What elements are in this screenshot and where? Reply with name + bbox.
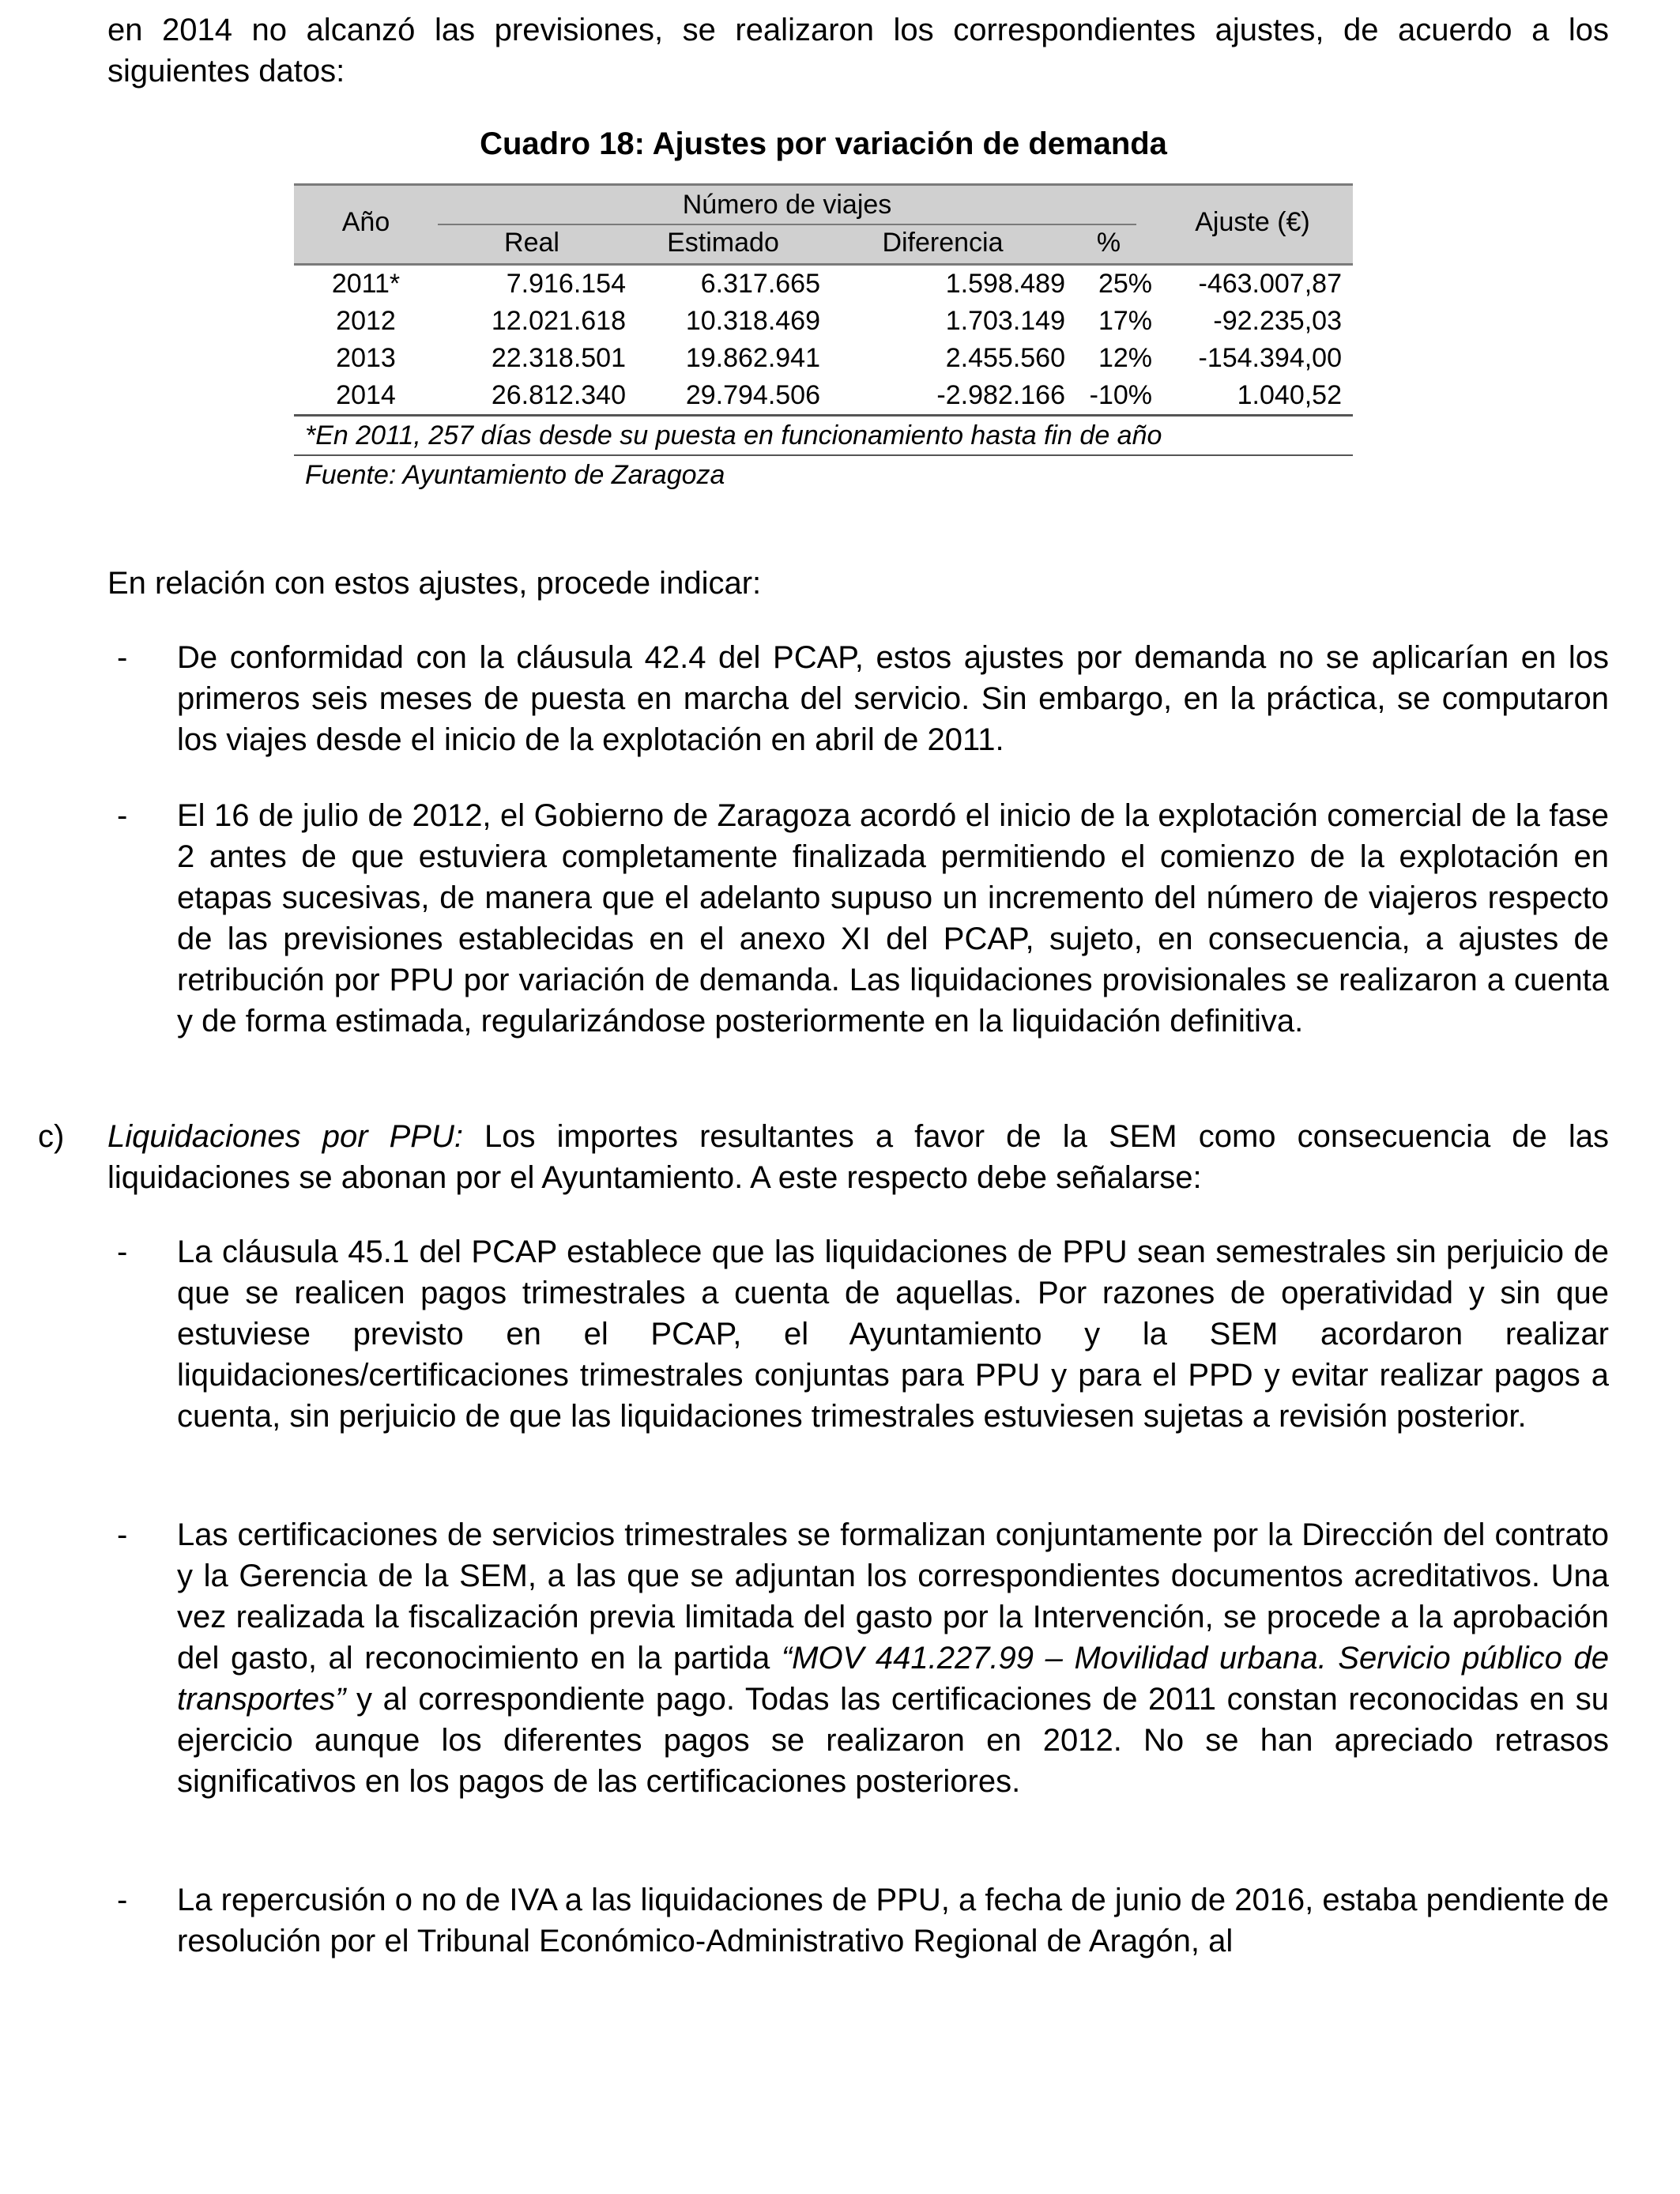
cell-percent: 12% <box>1098 343 1152 373</box>
header-year: Año <box>341 207 390 237</box>
table-source: Fuente: Ayuntamiento de Zaragoza <box>305 460 725 490</box>
header-trips-group: Número de viajes <box>682 190 892 220</box>
table-row <box>294 266 1353 303</box>
dash-bullet: - <box>117 1517 128 1552</box>
table-row <box>294 303 1353 340</box>
header-percent: % <box>1096 228 1121 258</box>
list-item-text: La cláusula 45.1 del PCAP establece que las liquidaciones de PPU sean semestrales sin perjuicio de que se realicen pagos trimestrales a cuenta de aquellas. Por razones de operatividad y sin que estuviese previsto en el PCAP, el Ayuntamiento y la SEM acordaron realizar liquidaciones/certificaciones trimestrales conjuntas para PPU y para el PPD y evitar realizar pagos a cuenta, sin perjuicio de que las liquidaciones trimestrales estuviesen sujetas a revisión posterior. <box>177 1235 1609 1434</box>
dash-bullet: - <box>117 1883 128 1917</box>
cell-difference: 1.703.149 <box>945 306 1065 336</box>
cell-percent: 25% <box>1098 269 1152 299</box>
section-c-title: Liquidaciones por PPU: <box>107 1119 463 1154</box>
cell-real: 26.812.340 <box>491 380 626 410</box>
cell-adjustment: -92.235,03 <box>1213 306 1342 336</box>
cell-year: 2013 <box>336 343 396 373</box>
cell-difference: 1.598.489 <box>945 269 1065 299</box>
budget-line-reference: “MOV 441.227.99 – Movilidad urbana. Servicio público de transportes” <box>177 1641 1610 1717</box>
cell-percent: 17% <box>1098 306 1152 336</box>
cell-real: 22.318.501 <box>491 343 626 373</box>
section-c-text: Los importes resultantes a favor de la SEM como consecuencia de las liquidaciones se abonan por el Ayuntamiento. A este respecto debe señalarse: <box>107 1119 1609 1195</box>
section-c-paragraph <box>107 1116 1609 1198</box>
header-real: Real <box>504 228 559 258</box>
list-item-text: La repercusión o no de IVA a las liquidaciones de PPU, a fecha de junio de 2016, estaba pendiente de resolución por el Tribunal Económico-Administrativo Regional de Aragón, al <box>177 1883 1609 1958</box>
cell-year: 2012 <box>336 306 396 336</box>
cell-estimated: 29.794.506 <box>685 380 820 410</box>
cell-real: 7.916.154 <box>506 269 626 299</box>
dash-bullet: - <box>117 798 128 833</box>
table-header <box>294 183 1353 266</box>
cell-adjustment: 1.040,52 <box>1237 380 1342 410</box>
list-item-text: De conformidad con la cláusula 42.4 del PCAP, estos ajustes por demanda no se aplicarían en los primeros seis meses de puesta en marcha del servicio. Sin embargo, en la práctica, se computaron los viajes desde el inicio de la explotación en abril de 2011. <box>177 640 1609 757</box>
dash-bullet: - <box>117 640 128 675</box>
header-estimated: Estimado <box>667 228 779 258</box>
table-row <box>294 377 1353 414</box>
list-item-text: El 16 de julio de 2012, el Gobierno de Zaragoza acordó el inicio de la explotación comercial de la fase 2 antes de que estuviera completamente finalizada permitiendo el comienzo de la explotación en etapas sucesivas, de manera que el adelanto supuso un incremento del número de viajeros respecto de las previsiones establecidas en el anexo XI del PCAP, sujeto, en consecuencia, a ajustes de retribución por PPU por variación de demanda. Las liquidaciones provisionales se realizaron a cuenta y de forma estimada, regularizándose posteriormente en la liquidación definitiva. <box>177 798 1609 1039</box>
cell-adjustment: -154.394,00 <box>1198 343 1342 373</box>
cell-estimated: 19.862.941 <box>685 343 820 373</box>
table-body <box>294 266 1353 417</box>
header-difference: Diferencia <box>882 228 1004 258</box>
table-footnote: *En 2011, 257 días desde su puesta en funcionamiento hasta fin de año <box>294 417 1353 456</box>
cell-year: 2014 <box>336 380 396 410</box>
header-adjustment: Ajuste (€) <box>1195 207 1310 237</box>
list-item-text <box>177 1514 1609 1802</box>
cell-difference: 2.455.560 <box>945 343 1065 373</box>
list-item-text-part: y al correspondiente pago. Todas las certificaciones de 2011 constan reconocidas en su ejercicio aunque los diferentes pagos se realizaron en 2012. No se han apreciado retrasos significativos en los pagos de las certificaciones posteriores. <box>177 1682 1609 1799</box>
table-title: Cuadro 18: Ajustes por variación de demanda <box>480 126 1167 161</box>
lead-paragraph: En relación con estos ajustes, procede indicar: <box>107 566 762 601</box>
dash-bullet: - <box>117 1235 128 1269</box>
table-row <box>294 340 1353 377</box>
section-c-label: c) <box>38 1119 65 1154</box>
cell-real: 12.021.618 <box>491 306 626 336</box>
cell-adjustment: -463.007,87 <box>1198 269 1342 299</box>
cell-difference: -2.982.166 <box>936 380 1065 410</box>
intro-paragraph: en 2014 no alcanzó las previsiones, se realizaron los correspondientes ajustes, de acuerdo a los siguientes datos: <box>107 13 1609 89</box>
cell-estimated: 10.318.469 <box>685 306 820 336</box>
cell-percent: -10% <box>1089 380 1152 410</box>
cell-estimated: 6.317.665 <box>700 269 820 299</box>
demand-adjustment-table <box>294 183 1353 494</box>
cell-year: 2011* <box>331 269 401 299</box>
list-item-text-part: Las certificaciones de servicios trimestrales se formalizan conjuntamente por la Dirección del contrato y la Gerencia de la SEM, a las que se adjuntan los correspondientes documentos acreditativos. Una vez realizada la fiscalización previa limitada del gasto por la Intervención, se procede a la aprobación del gasto, al reconocimiento en la partida <box>177 1517 1609 1676</box>
